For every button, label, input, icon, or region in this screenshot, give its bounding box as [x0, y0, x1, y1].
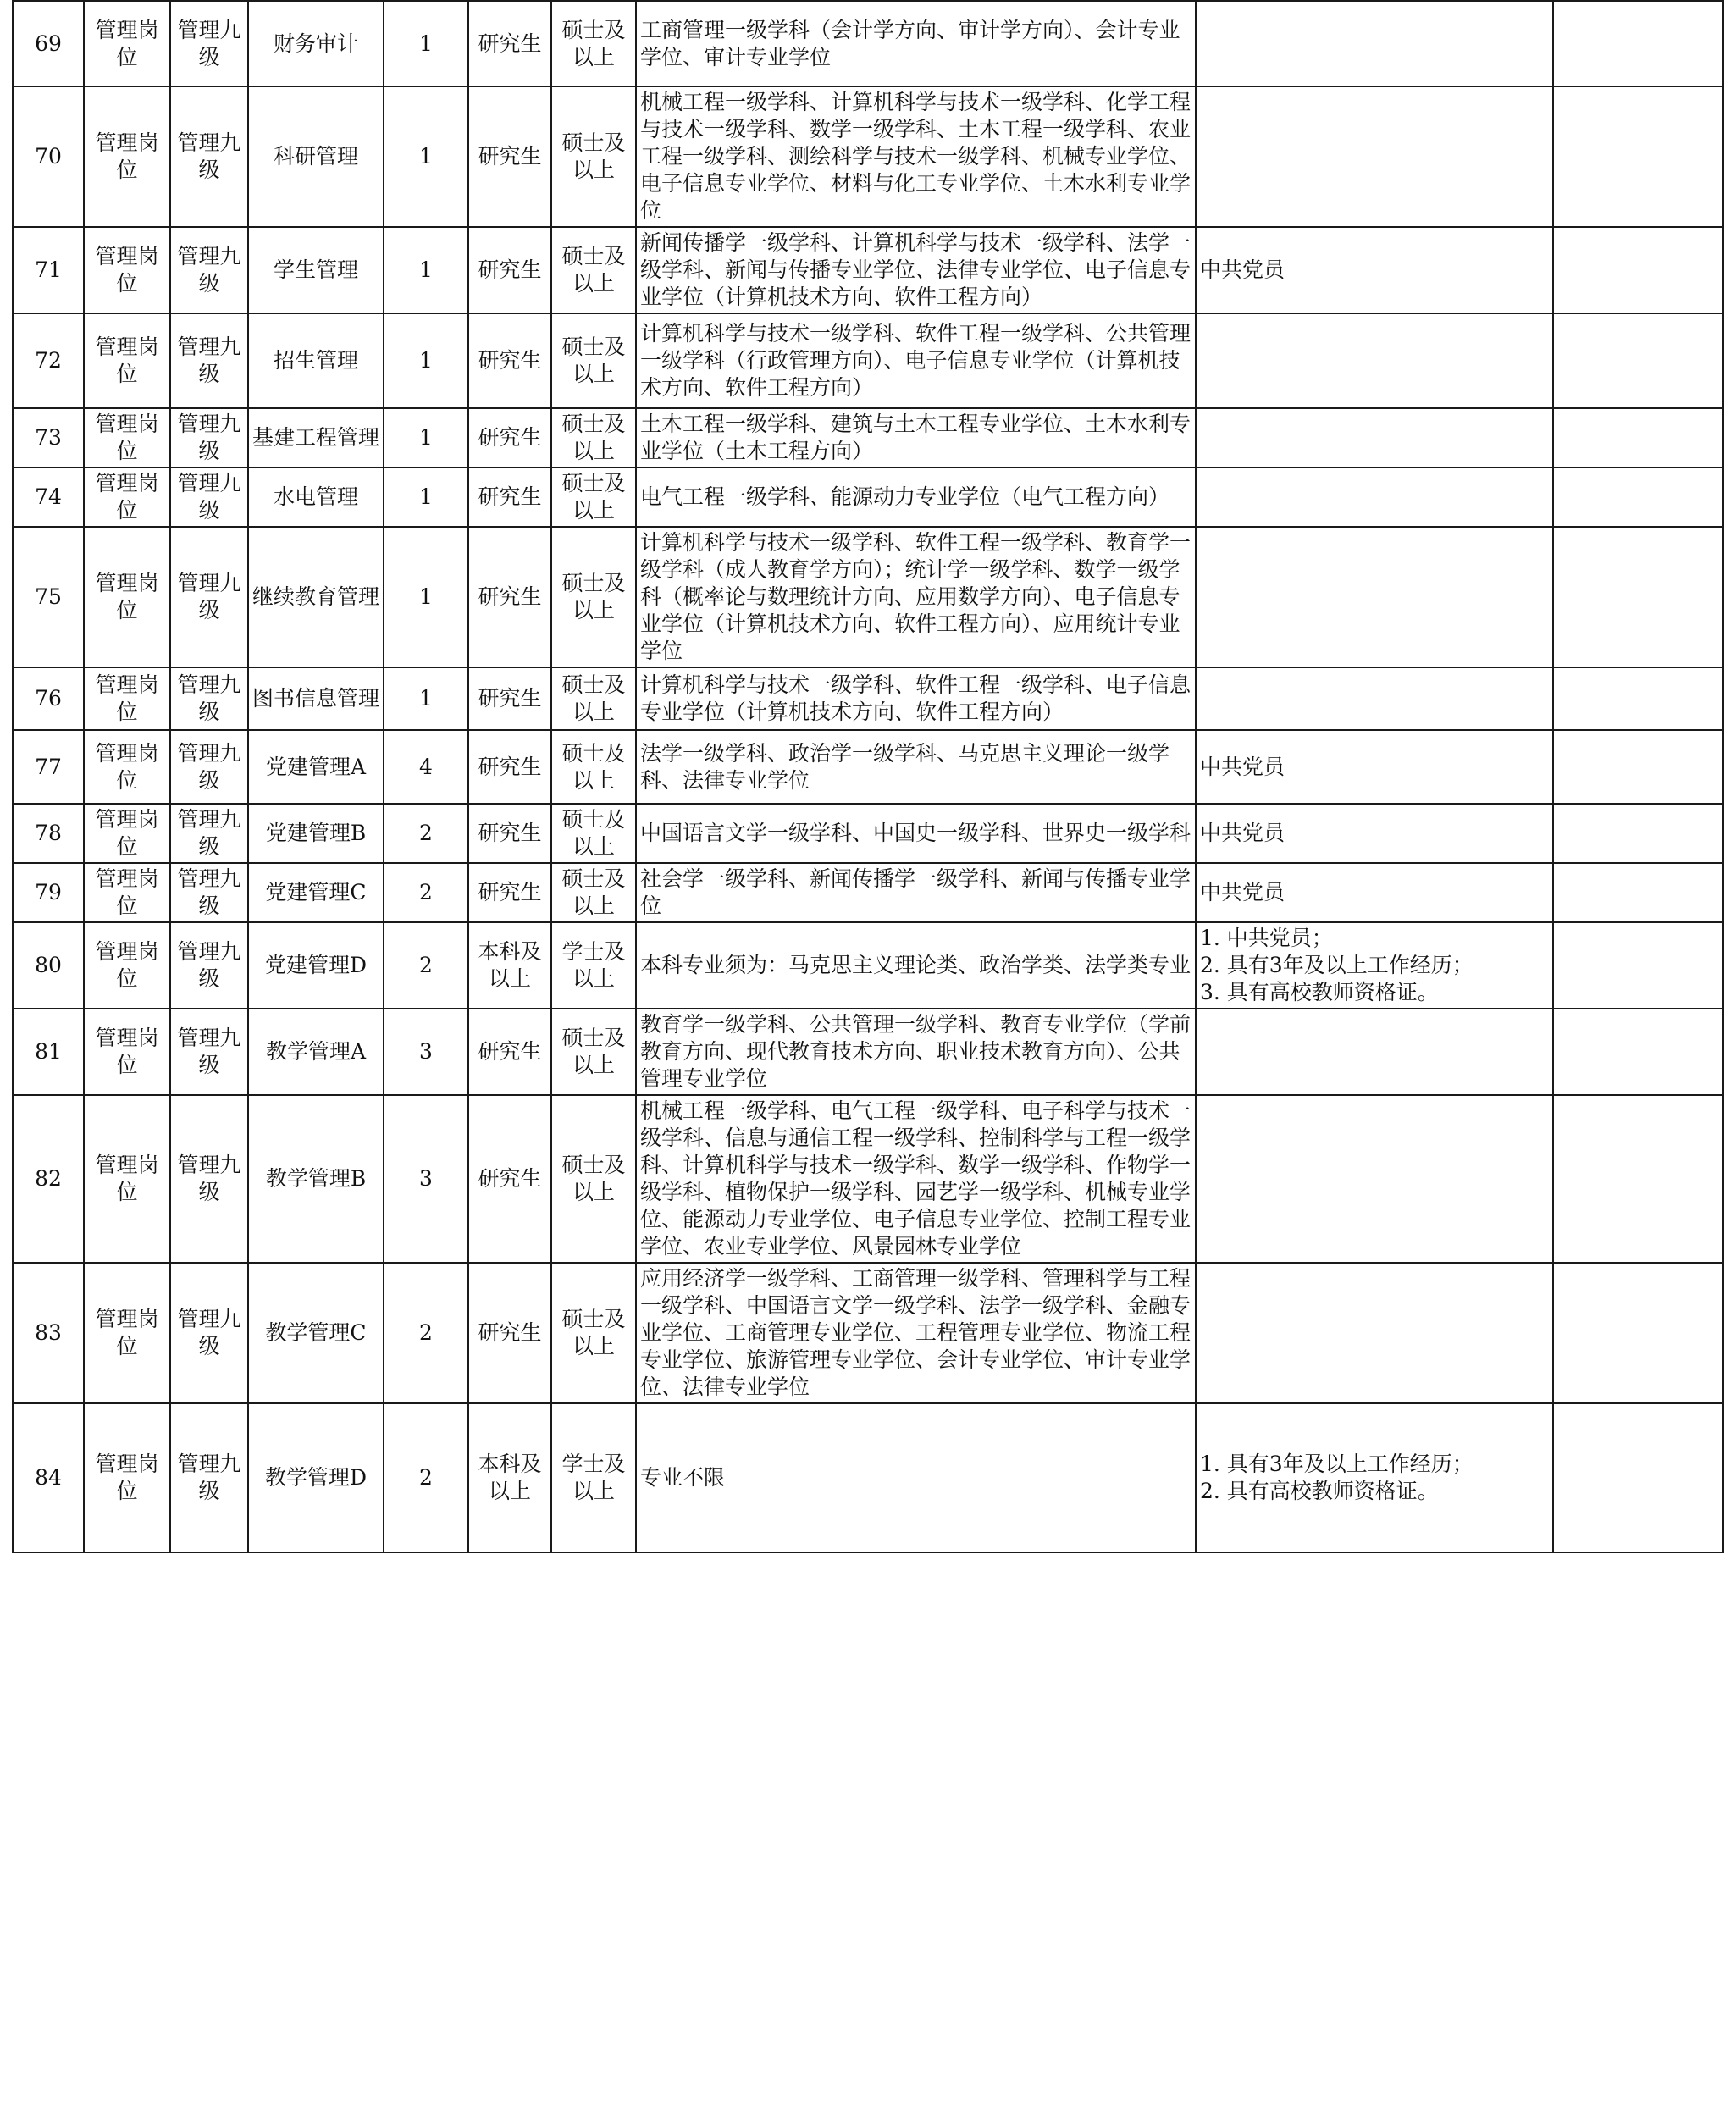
- row-number: 80: [13, 922, 84, 1009]
- hiring-count: 1: [384, 527, 468, 667]
- table-row: [13, 313, 1723, 408]
- education-requirement: 研究生: [468, 227, 551, 313]
- remarks: [1553, 313, 1723, 408]
- hiring-count: 2: [384, 863, 468, 922]
- major-requirement: 计算机科学与技术一级学科、软件工程一级学科、电子信息专业学位（计算机技术方向、软件工程方向）: [636, 667, 1196, 730]
- position-name: 图书信息管理: [248, 667, 384, 730]
- education-requirement: 研究生: [468, 1263, 551, 1403]
- degree-requirement: 硕士及以上: [551, 730, 636, 804]
- major-requirement: 土木工程一级学科、建筑与土木工程专业学位、土木水利专业学位（土木工程方向）: [636, 408, 1196, 467]
- position-level: 管理九级: [170, 1095, 248, 1263]
- row-number: 77: [13, 730, 84, 804]
- major-requirement: 机械工程一级学科、电气工程一级学科、电子科学与技术一级学科、信息与通信工程一级学科、控制科学与工程一级学科、计算机科学与技术一级学科、数学一级学科、作物学一级学科、植物保护一级学科、园艺学一级学科、机械专业学位、能源动力专业学位、电子信息专业学位、控制工程专业学位、农业专业学位、风景园林专业学位: [636, 1095, 1196, 1263]
- position-level: 管理九级: [170, 227, 248, 313]
- education-requirement: 研究生: [468, 467, 551, 527]
- position-level: 管理九级: [170, 1403, 248, 1552]
- education-requirement: 研究生: [468, 804, 551, 863]
- remarks: [1553, 1263, 1723, 1403]
- degree-requirement: 学士及以上: [551, 1403, 636, 1552]
- education-requirement: 研究生: [468, 86, 551, 227]
- education-requirement: 研究生: [468, 408, 551, 467]
- remarks: [1553, 667, 1723, 730]
- major-requirement: 计算机科学与技术一级学科、软件工程一级学科、教育学一级学科（成人教育学方向）；统计学一级学科、数学一级学科（概率论与数理统计方向、应用数学方向）、电子信息专业学位（计算机技术方向、软件工程方向）、应用统计专业学位: [636, 527, 1196, 667]
- other-requirements: [1196, 467, 1553, 527]
- row-number: 82: [13, 1095, 84, 1263]
- education-requirement: 研究生: [468, 730, 551, 804]
- other-requirements: [1196, 527, 1553, 667]
- position-category: 管理岗位: [84, 1263, 170, 1403]
- degree-requirement: 硕士及以上: [551, 467, 636, 527]
- education-requirement: 研究生: [468, 1095, 551, 1263]
- row-number: 73: [13, 408, 84, 467]
- position-category: 管理岗位: [84, 863, 170, 922]
- degree-requirement: 硕士及以上: [551, 1009, 636, 1095]
- other-requirements: [1196, 1009, 1553, 1095]
- row-number: 76: [13, 667, 84, 730]
- table-row: [13, 667, 1723, 730]
- degree-requirement: 硕士及以上: [551, 1263, 636, 1403]
- major-requirement: 法学一级学科、政治学一级学科、马克思主义理论一级学科、法律专业学位: [636, 730, 1196, 804]
- position-name: 科研管理: [248, 86, 384, 227]
- other-requirements: 1. 具有3年及以上工作经历； 2. 具有高校教师资格证。: [1196, 1403, 1553, 1552]
- position-category: 管理岗位: [84, 804, 170, 863]
- table-row: [13, 1009, 1723, 1095]
- position-level: 管理九级: [170, 804, 248, 863]
- degree-requirement: 硕士及以上: [551, 527, 636, 667]
- hiring-count: 1: [384, 408, 468, 467]
- row-number: 81: [13, 1009, 84, 1095]
- education-requirement: 研究生: [468, 1, 551, 86]
- degree-requirement: 硕士及以上: [551, 408, 636, 467]
- degree-requirement: 硕士及以上: [551, 1095, 636, 1263]
- remarks: [1553, 527, 1723, 667]
- position-category: 管理岗位: [84, 730, 170, 804]
- position-category: 管理岗位: [84, 1, 170, 86]
- hiring-count: 2: [384, 1403, 468, 1552]
- row-number: 75: [13, 527, 84, 667]
- hiring-count: 1: [384, 1, 468, 86]
- remarks: [1553, 1, 1723, 86]
- major-requirement: 计算机科学与技术一级学科、软件工程一级学科、公共管理一级学科（行政管理方向）、电子信息专业学位（计算机技术方向、软件工程方向）: [636, 313, 1196, 408]
- major-requirement: 工商管理一级学科（会计学方向、审计学方向）、会计专业学位、审计专业学位: [636, 1, 1196, 86]
- other-requirements: [1196, 86, 1553, 227]
- position-category: 管理岗位: [84, 527, 170, 667]
- major-requirement: 教育学一级学科、公共管理一级学科、教育专业学位（学前教育方向、现代教育技术方向、职业技术教育方向）、公共管理专业学位: [636, 1009, 1196, 1095]
- hiring-count: 3: [384, 1009, 468, 1095]
- row-number: 83: [13, 1263, 84, 1403]
- major-requirement: 本科专业须为：马克思主义理论类、政治学类、法学类专业: [636, 922, 1196, 1009]
- remarks: [1553, 227, 1723, 313]
- position-level: 管理九级: [170, 730, 248, 804]
- position-category: 管理岗位: [84, 86, 170, 227]
- position-name: 教学管理C: [248, 1263, 384, 1403]
- other-requirements: [1196, 667, 1553, 730]
- education-requirement: 研究生: [468, 313, 551, 408]
- education-requirement: 研究生: [468, 667, 551, 730]
- position-level: 管理九级: [170, 863, 248, 922]
- degree-requirement: 硕士及以上: [551, 804, 636, 863]
- position-category: 管理岗位: [84, 1403, 170, 1552]
- major-requirement: 中国语言文学一级学科、中国史一级学科、世界史一级学科: [636, 804, 1196, 863]
- major-requirement: 应用经济学一级学科、工商管理一级学科、管理科学与工程一级学科、中国语言文学一级学科、法学一级学科、金融专业学位、工商管理专业学位、工程管理专业学位、物流工程专业学位、旅游管理专业学位、会计专业学位、审计专业学位、法律专业学位: [636, 1263, 1196, 1403]
- major-requirement: 新闻传播学一级学科、计算机科学与技术一级学科、法学一级学科、新闻与传播专业学位、法律专业学位、电子信息专业学位（计算机技术方向、软件工程方向）: [636, 227, 1196, 313]
- education-requirement: 研究生: [468, 863, 551, 922]
- row-number: 74: [13, 467, 84, 527]
- position-level: 管理九级: [170, 86, 248, 227]
- row-number: 78: [13, 804, 84, 863]
- education-requirement: 本科及以上: [468, 1403, 551, 1552]
- position-name: 党建管理D: [248, 922, 384, 1009]
- row-number: 72: [13, 313, 84, 408]
- hiring-count: 2: [384, 922, 468, 1009]
- other-requirements: 中共党员: [1196, 227, 1553, 313]
- position-category: 管理岗位: [84, 1095, 170, 1263]
- hiring-count: 2: [384, 804, 468, 863]
- table-body: [13, 1, 1723, 1552]
- table-row: [13, 863, 1723, 922]
- table-row: [13, 86, 1723, 227]
- position-name: 教学管理A: [248, 1009, 384, 1095]
- row-number: 69: [13, 1, 84, 86]
- remarks: [1553, 1095, 1723, 1263]
- major-requirement: 社会学一级学科、新闻传播学一级学科、新闻与传播专业学位: [636, 863, 1196, 922]
- remarks: [1553, 730, 1723, 804]
- position-level: 管理九级: [170, 467, 248, 527]
- degree-requirement: 硕士及以上: [551, 313, 636, 408]
- degree-requirement: 硕士及以上: [551, 863, 636, 922]
- hiring-count: 1: [384, 86, 468, 227]
- position-level: 管理九级: [170, 1009, 248, 1095]
- position-category: 管理岗位: [84, 313, 170, 408]
- table-row: [13, 527, 1723, 667]
- table-row: [13, 227, 1723, 313]
- row-number: 79: [13, 863, 84, 922]
- position-category: 管理岗位: [84, 467, 170, 527]
- other-requirements: [1196, 408, 1553, 467]
- major-requirement: 专业不限: [636, 1403, 1196, 1552]
- row-number: 71: [13, 227, 84, 313]
- other-requirements: [1196, 1095, 1553, 1263]
- table-row: [13, 408, 1723, 467]
- hiring-count: 2: [384, 1263, 468, 1403]
- table-row: [13, 730, 1723, 804]
- other-requirements: 中共党员: [1196, 804, 1553, 863]
- remarks: [1553, 467, 1723, 527]
- education-requirement: 研究生: [468, 1009, 551, 1095]
- remarks: [1553, 1403, 1723, 1552]
- position-category: 管理岗位: [84, 1009, 170, 1095]
- other-requirements: [1196, 1, 1553, 86]
- position-level: 管理九级: [170, 527, 248, 667]
- table-row: [13, 1, 1723, 86]
- position-name: 教学管理D: [248, 1403, 384, 1552]
- remarks: [1553, 86, 1723, 227]
- other-requirements: [1196, 1263, 1553, 1403]
- table-row: [13, 1263, 1723, 1403]
- position-name: 党建管理C: [248, 863, 384, 922]
- position-name: 学生管理: [248, 227, 384, 313]
- position-name: 招生管理: [248, 313, 384, 408]
- degree-requirement: 硕士及以上: [551, 1, 636, 86]
- education-requirement: 研究生: [468, 527, 551, 667]
- position-level: 管理九级: [170, 922, 248, 1009]
- table-row: [13, 804, 1723, 863]
- position-category: 管理岗位: [84, 922, 170, 1009]
- major-requirement: 电气工程一级学科、能源动力专业学位（电气工程方向）: [636, 467, 1196, 527]
- degree-requirement: 学士及以上: [551, 922, 636, 1009]
- position-category: 管理岗位: [84, 408, 170, 467]
- remarks: [1553, 804, 1723, 863]
- remarks: [1553, 1009, 1723, 1095]
- recruitment-table: [12, 0, 1724, 1553]
- row-number: 84: [13, 1403, 84, 1552]
- remarks: [1553, 863, 1723, 922]
- position-name: 水电管理: [248, 467, 384, 527]
- position-level: 管理九级: [170, 1, 248, 86]
- degree-requirement: 硕士及以上: [551, 667, 636, 730]
- hiring-count: 1: [384, 313, 468, 408]
- position-name: 基建工程管理: [248, 408, 384, 467]
- position-name: 继续教育管理: [248, 527, 384, 667]
- position-level: 管理九级: [170, 408, 248, 467]
- table-row: [13, 467, 1723, 527]
- position-name: 财务审计: [248, 1, 384, 86]
- position-name: 教学管理B: [248, 1095, 384, 1263]
- education-requirement: 本科及以上: [468, 922, 551, 1009]
- degree-requirement: 硕士及以上: [551, 86, 636, 227]
- other-requirements: 中共党员: [1196, 730, 1553, 804]
- table-row: [13, 922, 1723, 1009]
- position-level: 管理九级: [170, 667, 248, 730]
- hiring-count: 3: [384, 1095, 468, 1263]
- hiring-count: 1: [384, 467, 468, 527]
- position-category: 管理岗位: [84, 667, 170, 730]
- hiring-count: 4: [384, 730, 468, 804]
- position-name: 党建管理A: [248, 730, 384, 804]
- position-category: 管理岗位: [84, 227, 170, 313]
- other-requirements: 中共党员: [1196, 863, 1553, 922]
- hiring-count: 1: [384, 227, 468, 313]
- degree-requirement: 硕士及以上: [551, 227, 636, 313]
- position-level: 管理九级: [170, 1263, 248, 1403]
- position-name: 党建管理B: [248, 804, 384, 863]
- hiring-count: 1: [384, 667, 468, 730]
- table-row: [13, 1095, 1723, 1263]
- other-requirements: 1. 中共党员； 2. 具有3年及以上工作经历； 3. 具有高校教师资格证。: [1196, 922, 1553, 1009]
- major-requirement: 机械工程一级学科、计算机科学与技术一级学科、化学工程与技术一级学科、数学一级学科、土木工程一级学科、农业工程一级学科、测绘科学与技术一级学科、机械专业学位、电子信息专业学位、材料与化工专业学位、土木水利专业学位: [636, 86, 1196, 227]
- other-requirements: [1196, 313, 1553, 408]
- row-number: 70: [13, 86, 84, 227]
- remarks: [1553, 408, 1723, 467]
- remarks: [1553, 922, 1723, 1009]
- table-row: [13, 1403, 1723, 1552]
- position-level: 管理九级: [170, 313, 248, 408]
